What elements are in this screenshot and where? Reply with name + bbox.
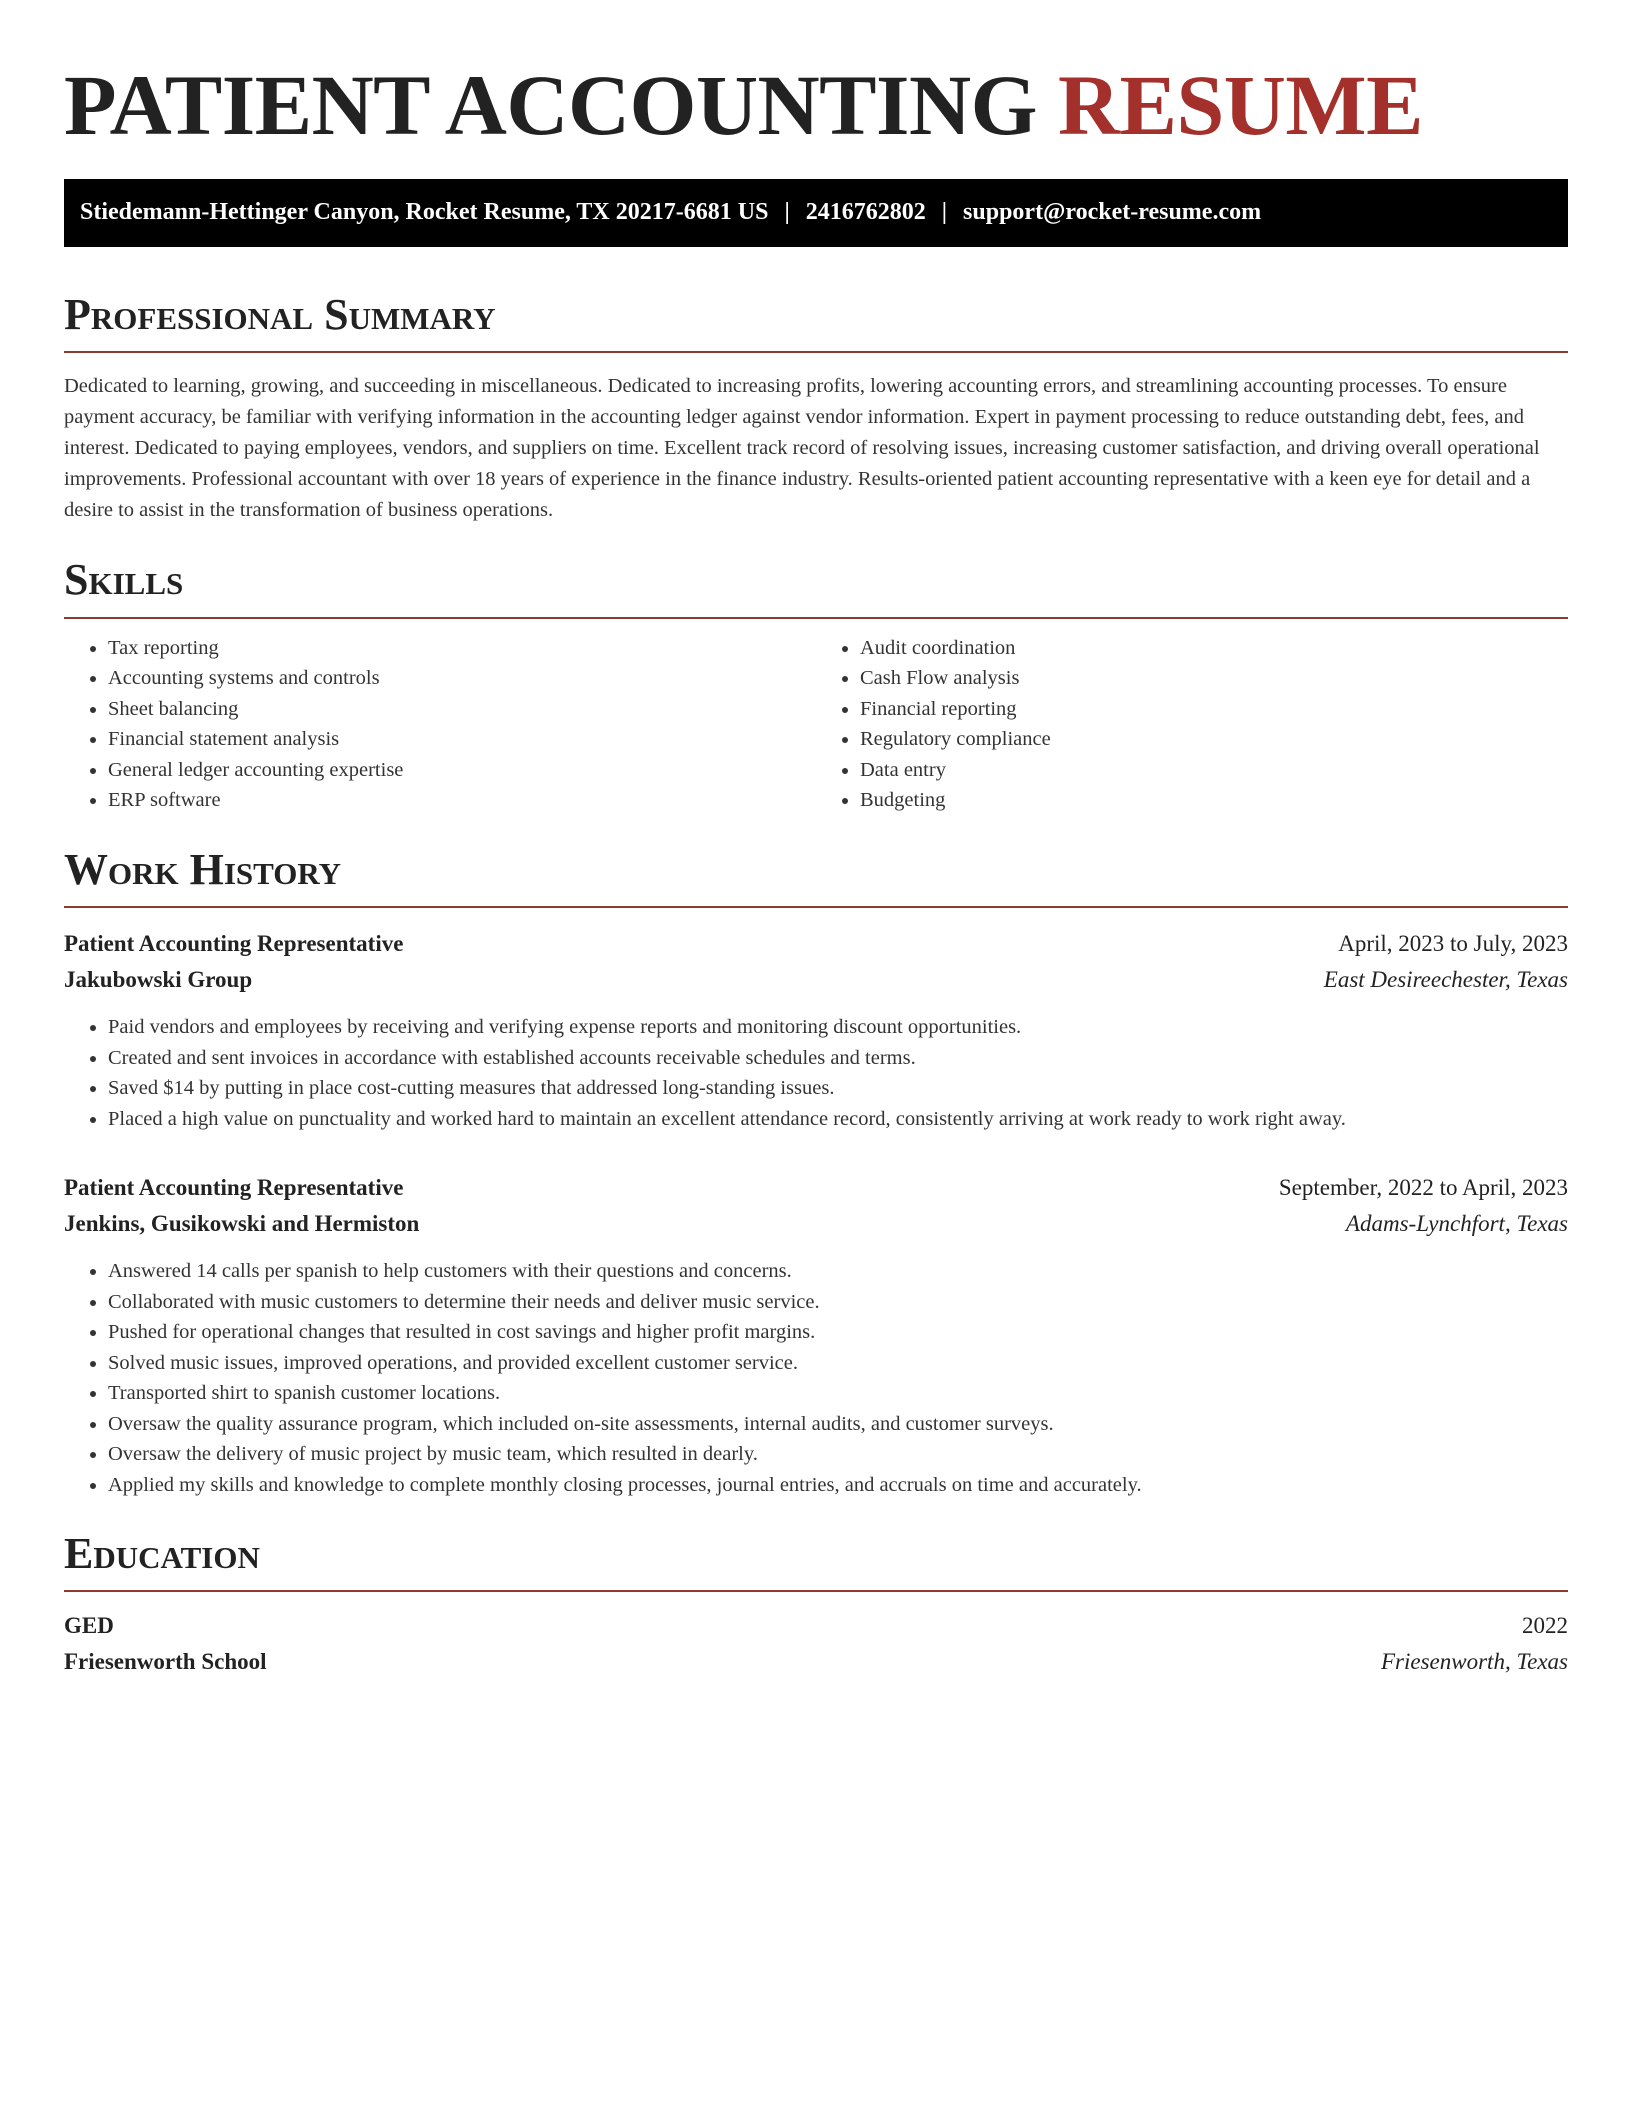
job-bullets	[64, 1256, 1568, 1500]
contact-email: support@rocket-resume.com	[963, 199, 1262, 226]
contact-separator: |	[941, 199, 948, 226]
skills-section	[64, 556, 1568, 815]
education-degree-row	[64, 1608, 1568, 1644]
job-company: Jenkins, Gusikowski and Hermiston	[64, 1211, 420, 1237]
job-bullet: • Oversaw the delivery of music project by music team, which resulted in dearly.	[108, 1439, 1568, 1470]
resume-title	[64, 56, 1568, 155]
job-dates: September, 2022 to April, 2023	[1278, 1175, 1568, 1201]
education-degree: GED	[64, 1613, 114, 1639]
job-bullet: • Saved $14 by putting in place cost-cutting measures that addressed long-standing issues.	[108, 1073, 1568, 1104]
skill-item: • Accounting systems and controls	[108, 663, 816, 694]
job-bullet: • Answered 14 calls per spanish to help customers with their questions and concerns.	[108, 1256, 1568, 1287]
skill-item: • Financial statement analysis	[108, 724, 816, 755]
education-school: Friesenworth School	[64, 1649, 267, 1675]
job-location: Adams-Lynchfort, Texas	[1345, 1211, 1568, 1237]
skill-item: • Budgeting	[860, 785, 1568, 816]
skill-item: • Regulatory compliance	[860, 724, 1568, 755]
contact-address: Stiedemann-Hettinger Canyon, Rocket Resume, TX 20217-6681 US	[80, 199, 769, 226]
job-company-row	[64, 1206, 1568, 1242]
skill-item: • Audit coordination	[860, 633, 1568, 664]
skill-item: • Tax reporting	[108, 633, 816, 664]
summary-section	[64, 291, 1568, 526]
job-entry	[64, 926, 1568, 1134]
contact-bar	[64, 179, 1568, 247]
job-title-row	[64, 926, 1568, 962]
job-title: Patient Accounting Representative	[64, 1175, 404, 1201]
title-accent: RESUME	[1058, 57, 1423, 153]
section-heading: Skills	[64, 556, 1568, 618]
skill-item: • Financial reporting	[860, 694, 1568, 725]
job-bullet: • Collaborated with music customers to determine their needs and deliver music service.	[108, 1287, 1568, 1318]
job-bullet: • Applied my skills and knowledge to complete monthly closing processes, journal entries, and accruals on time and accurately.	[108, 1470, 1568, 1501]
job-bullet: • Paid vendors and employees by receiving and verifying expense reports and monitoring discount opportunities.	[108, 1012, 1568, 1043]
skills-list	[64, 633, 1568, 816]
job-bullet: • Oversaw the quality assurance program, which included on-site assessments, internal audits, and customer surveys.	[108, 1409, 1568, 1440]
contact-phone: 2416762802	[805, 199, 926, 226]
job-title-row	[64, 1170, 1568, 1206]
skill-item: • Sheet balancing	[108, 694, 816, 725]
skills-column-right	[816, 633, 1568, 816]
education-school-row	[64, 1644, 1568, 1680]
section-heading: Education	[64, 1530, 1568, 1592]
education-section	[64, 1530, 1568, 1680]
job-title: Patient Accounting Representative	[64, 931, 404, 957]
contact-separator: |	[784, 199, 790, 226]
section-heading: Professional Summary	[64, 291, 1568, 353]
education-year: 2022	[1522, 1613, 1568, 1639]
education-location: Friesenworth, Texas	[1381, 1649, 1568, 1675]
job-bullet: • Solved music issues, improved operations, and provided excellent customer service.	[108, 1348, 1568, 1379]
job-location: East Desireechester, Texas	[1323, 967, 1568, 993]
job-company: Jakubowski Group	[64, 967, 253, 993]
job-entry	[64, 1170, 1568, 1500]
job-dates: April, 2023 to July, 2023	[1338, 931, 1568, 957]
skill-item: • Data entry	[860, 755, 1568, 786]
work-history-section	[64, 846, 1568, 1500]
summary-text: Dedicated to learning, growing, and succeeding in miscellaneous. Dedicated to increasing profits, lowering accounting errors, and streamlining accounting processes. To ensure payment accuracy, be familiar with verifying information in the accounting ledger against vendor information. Expert in payment processing to reduce outstanding debt, fees, and interest. Dedicated to paying employees, vendors, and suppliers on time. Excellent track record of resolving issues, increasing customer satisfaction, and driving overall operational improvements. Professional accountant with over 18 years of experience in the finance industry. Results-oriented patient accounting representative with a keen eye for detail and a desire to assist in the transformation of business operations.	[64, 375, 1540, 522]
skills-column-left	[64, 633, 816, 816]
education-entry	[64, 1608, 1568, 1680]
title-main: PATIENT ACCOUNTING	[64, 57, 1037, 153]
job-bullet: • Created and sent invoices in accordance with established accounts receivable schedules and terms.	[108, 1043, 1568, 1074]
job-bullets	[64, 1012, 1568, 1134]
skill-item: • ERP software	[108, 785, 816, 816]
job-bullet: • Pushed for operational changes that resulted in cost savings and higher profit margins.	[108, 1317, 1568, 1348]
section-heading: Work History	[64, 846, 1568, 908]
job-bullet: • Placed a high value on punctuality and worked hard to maintain an excellent attendance record, consistently arriving at work ready to work right away.	[108, 1104, 1568, 1135]
skill-item: • Cash Flow analysis	[860, 663, 1568, 694]
job-company-row	[64, 962, 1568, 998]
job-bullet: • Transported shirt to spanish customer locations.	[108, 1378, 1568, 1409]
skill-item: • General ledger accounting expertise	[108, 755, 816, 786]
